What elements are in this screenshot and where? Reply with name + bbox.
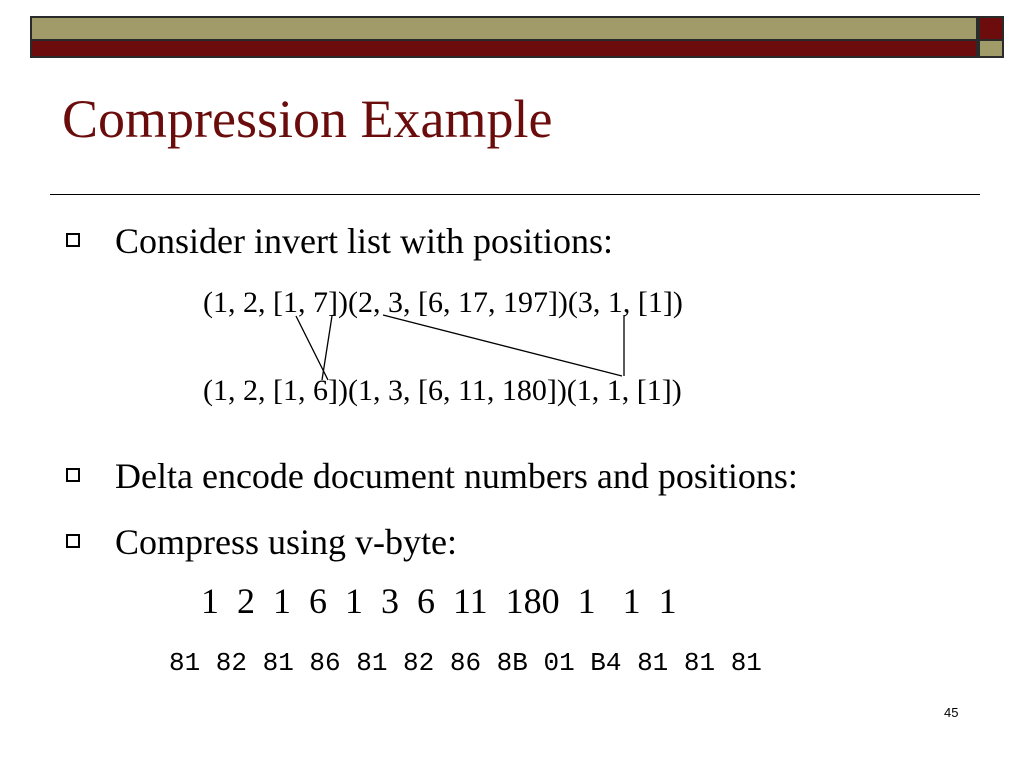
hollow-square-bullet-icon [66,534,80,548]
inverted-list-original: (1, 2, [1, 7])(2, 3, [6, 17, 197])(3, 1, [1]) [203,286,683,319]
inverted-list-delta: (1, 2, [1, 6])(1, 3, [6, 11, 180])(1, 1, [1]) [203,374,682,407]
delta-number-sequence: 1 2 1 6 1 3 6 11 180 1 1 1 [201,581,677,621]
connector-line [383,315,622,376]
connector-line [322,316,332,380]
page-number: 45 [944,705,959,720]
bullet-text: Consider invert list with positions: [115,221,614,261]
slide-title: Compression Example [62,89,553,149]
bullet-text: Compress using v-byte: [115,522,457,562]
hollow-square-bullet-icon [66,468,80,482]
vbyte-hex-sequence: 81 82 81 86 81 82 86 8B 01 B4 81 81 81 [169,648,762,678]
bullet-text: Delta encode document numbers and positions: [115,456,798,496]
bullet-item-3 [66,522,946,562]
bullet-item-2 [66,456,946,496]
